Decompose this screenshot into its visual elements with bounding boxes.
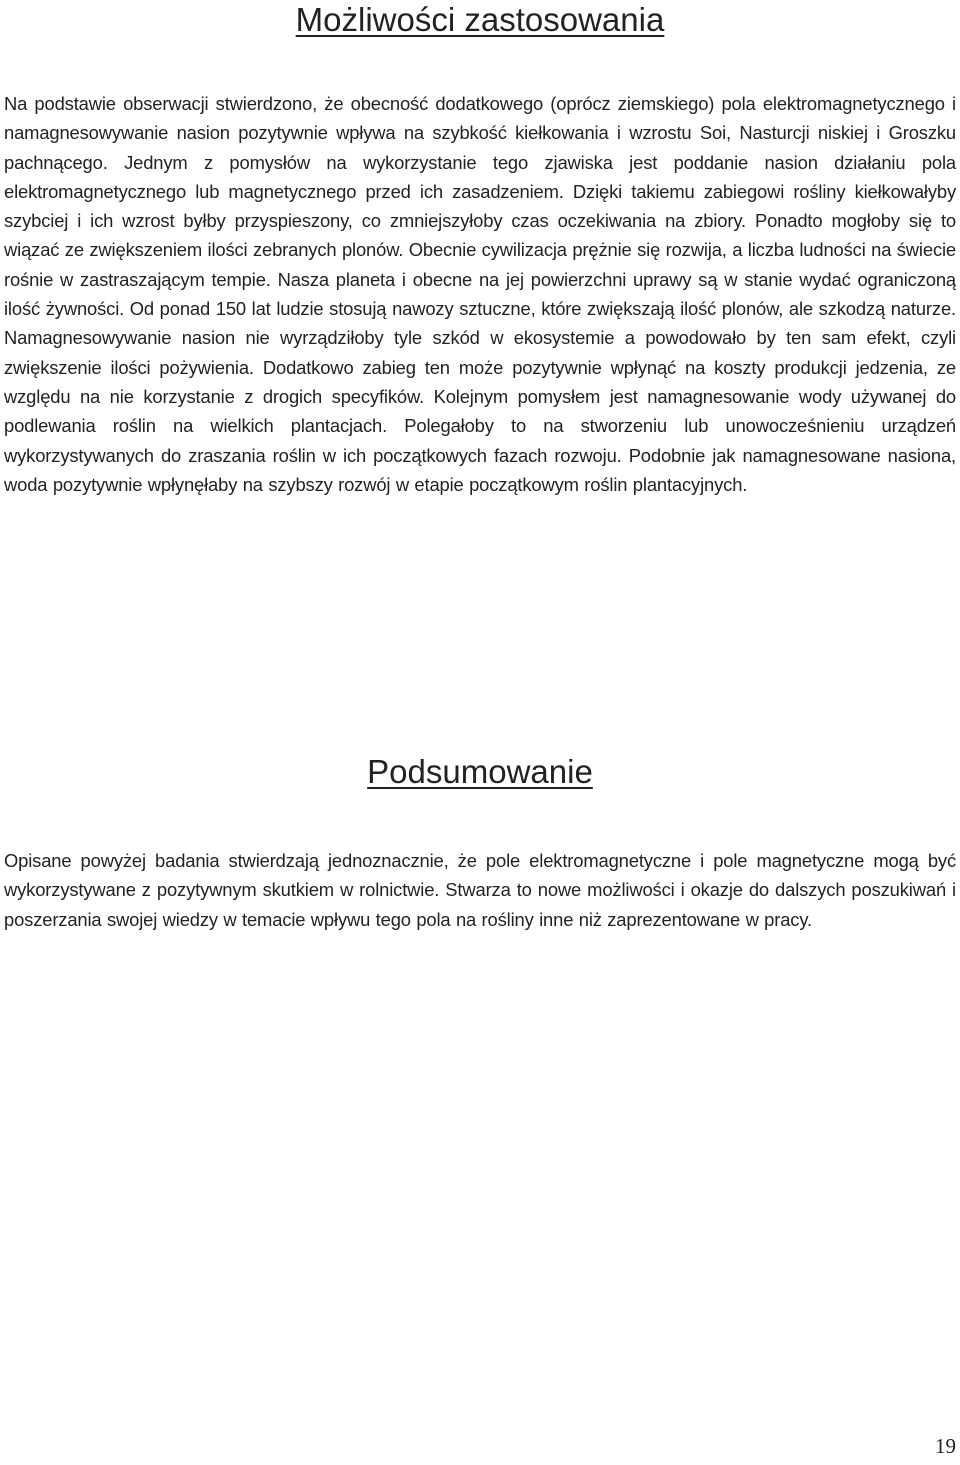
- section-title-applications-text: Możliwości zastosowania: [295, 1, 665, 38]
- applications-paragraph: Na podstawie obserwacji stwierdzono, że obecność dodatkowego (oprócz ziemskiego) pola elektromagnetycznego i namagnesowywanie nasion pozytywnie wpływa na szybkość kiełkowania i wzrostu Soi, Nasturcji niskiej i Groszku pachnącego. Jednym z pomysłów na wykorzystanie tego zjawiska jest poddanie nasion działaniu pola elektromagnetycznego lub magnetycznego przed ich zasadzeniem. Dzięki takiemu zabiegowi rośliny kiełkowałyby szybciej i ich wzrost byłby przyspieszony, co zmniejszyłoby czas oczekiwania na zbiory. Ponadto mogłoby się to wiązać ze zwiększeniem ilości zebranych plonów. Obecnie cywilizacja prężnie się rozwija, a liczba ludności na świecie rośnie w zastraszającym tempie. Nasza planeta i obecne na jej powierzchni uprawy są w stanie wydać ograniczoną ilość żywności. Od ponad 150 lat ludzie stosują nawozy sztuczne, które zwiększają ilość plonów, ale szkodzą naturze. Namagnesowywanie nasion nie wyrządziłoby tyle szkód w ekosystemie a powodowało by ten sam efekt, czyli zwiększenie ilości pożywienia. Dodatkowo zabieg ten może pozytywnie wpłynąć na koszty produkcji jedzenia, ze względu na nie korzystanie z drogich specyfików. Kolejnym pomysłem jest namagnesowanie wody używanej do podlewania roślin na wielkich plantacjach. Polegałoby to na stworzeniu lub unowocześnieniu urządzeń wykorzystywanych do zraszania roślin w ich początkowych fazach rozwoju. Podobnie jak namagnesowane nasiona, woda pozytywnie wpłynęłaby na szybszy rozwój w etapie początkowym roślin plantacyjnych.: [4, 93, 956, 495]
- page-number: 19: [935, 1434, 956, 1458]
- section-title-summary-text: Podsumowanie: [367, 753, 593, 790]
- summary-paragraph: Opisane powyżej badania stwierdzają jednoznacznie, że pole elektromagnetyczne i pole magnetyczne mogą być wykorzystywane z pozytywnym skutkiem w rolnictwie. Stwarza to nowe możliwości i okazje do dalszych poszukiwań i poszerzania swojej wiedzy w temacie wpływu tego pola na rośliny inne niż zaprezentowane w pracy.: [4, 850, 956, 930]
- section-title-applications: [0, 0, 960, 40]
- section-title-summary: [0, 752, 960, 792]
